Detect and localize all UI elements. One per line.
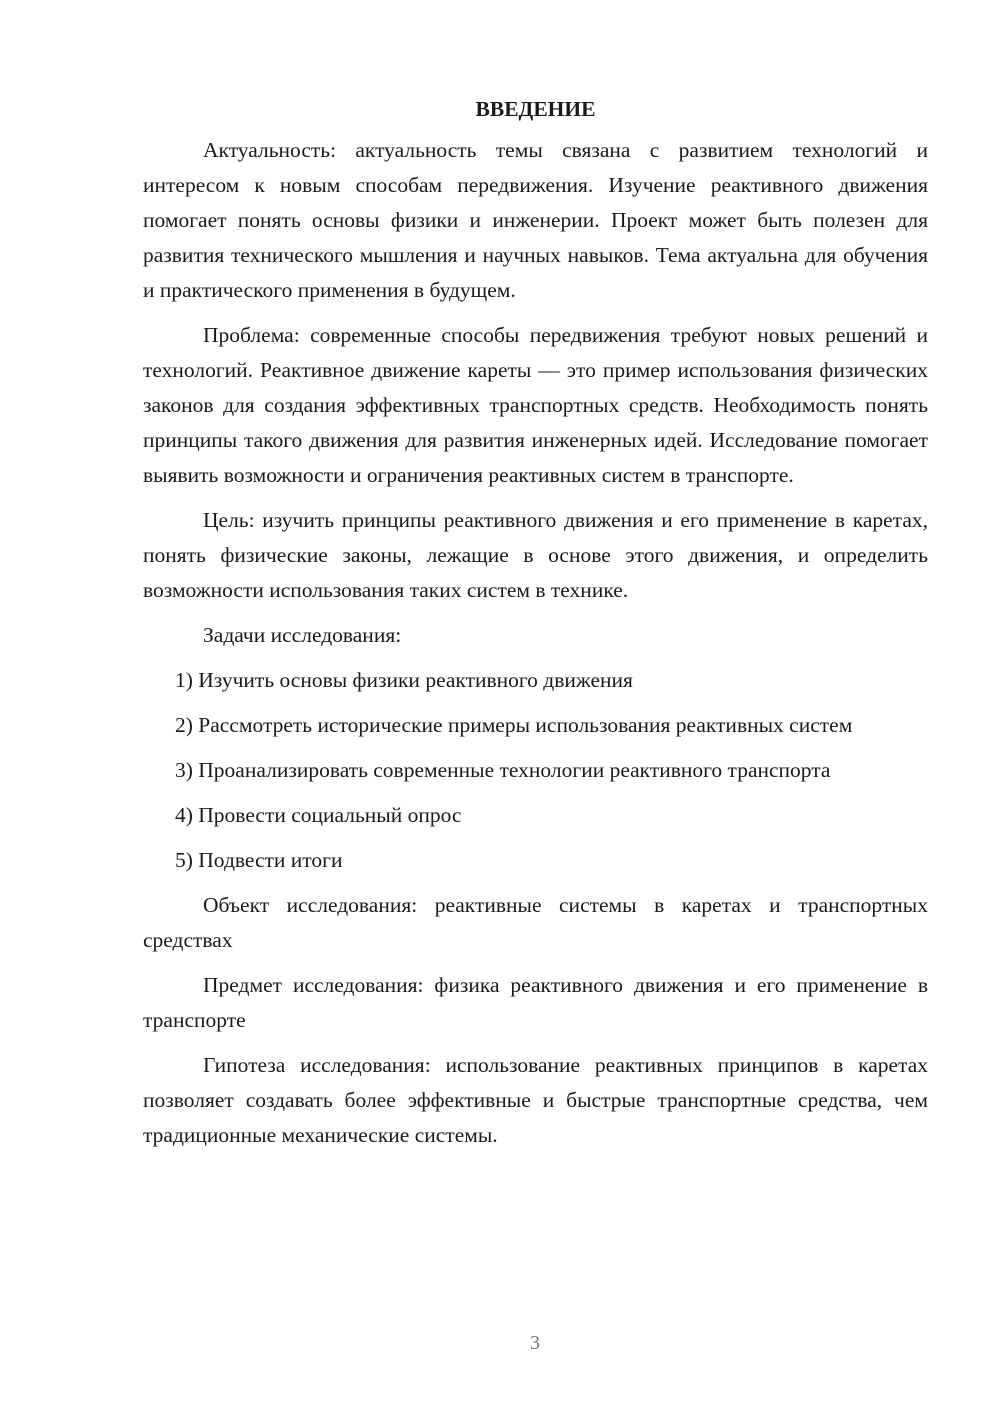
task-item-4: 4) Провести социальный опрос	[175, 803, 462, 827]
document-page	[143, 92, 928, 1163]
paragraph-goal: Цель: изучить принципы реактивного движения и его применение в каретах, понять физические законы, лежащие в основе этого движения, и определить возможности использования таких систем в технике.	[143, 508, 928, 602]
page-number: 3	[530, 1332, 540, 1354]
task-item-5: 5) Подвести итоги	[175, 848, 343, 872]
tasks-heading: Задачи исследования:	[203, 623, 402, 647]
task-item-2: 2) Рассмотреть исторические примеры использования реактивных систем	[175, 713, 853, 737]
paragraph-subject: Предмет исследования: физика реактивного движения и его применение в транспорте	[143, 973, 928, 1032]
paragraph-hypothesis: Гипотеза исследования: использование реактивных принципов в каретах позволяет создавать более эффективные и быстрые транспортные средства, чем традиционные механические системы.	[143, 1053, 928, 1147]
task-item-1: 1) Изучить основы физики реактивного движения	[175, 668, 633, 692]
task-item-3: 3) Проанализировать современные технологии реактивного транспорта	[175, 758, 831, 782]
paragraph-object: Объект исследования: реактивные системы в каретах и транспортных средствах	[143, 893, 928, 952]
paragraph-problem: Проблема: современные способы передвижения требуют новых решений и технологий. Реактивное движение кареты — это пример использования физических законов для создания эффективных транспортных средств. Необходимость понять принципы такого движения для развития инженерных идей. Исследование помогает выявить возможности и ограничения реактивных систем в транспорте.	[143, 323, 928, 487]
section-title: ВВЕДЕНИЕ	[475, 97, 596, 121]
paragraph-relevance: Актуальность: актуальность темы связана с развитием технологий и интересом к новым способам передвижения. Изучение реактивного движения помогает понять основы физики и инженерии. Проект может быть полезен для развития технического мышления и научных навыков. Тема актуальна для обучения и практического применения в будущем.	[143, 138, 928, 302]
